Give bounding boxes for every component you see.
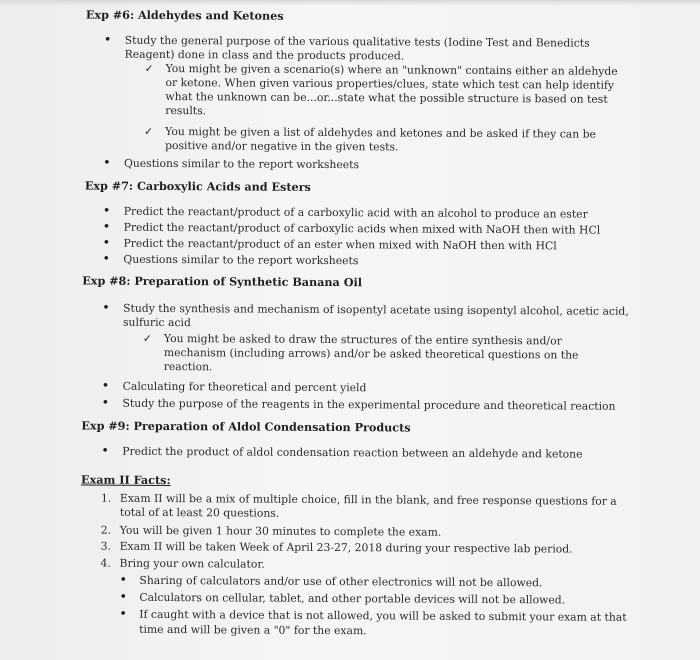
list-number: 2. xyxy=(100,523,112,537)
facts-sub3-line1: If caught with a device that is not allowed, you will be asked to submit your exam at that xyxy=(139,607,627,624)
facts-sub1: Sharing of calculators and/or use of other electronics will not be allowed. xyxy=(139,573,543,590)
exp8-check1-line2: mechanism (including arrows) and/or be asked theoretical questions on the xyxy=(163,346,579,362)
bullet-icon: • xyxy=(119,572,128,588)
exp6-check1-line4: results. xyxy=(165,104,207,118)
bullet-icon: • xyxy=(102,219,111,235)
bullet-icon: • xyxy=(103,32,112,48)
exp6-check1-line2: or ketone. When given various properties/clues, state which test can help identify xyxy=(165,76,615,92)
checkmark-icon: ✓ xyxy=(142,332,152,345)
exp7-heading: Exp #7: Carboxylic Acids and Esters xyxy=(84,178,311,194)
exp8-bullet3: Study the purpose of the reagents in the experimental procedure and theoretical reaction xyxy=(122,396,616,413)
bullet-icon: • xyxy=(102,155,111,171)
bullet-icon: • xyxy=(119,589,128,605)
exp6-bullet1-line2: Reagent) done in class and the products produced. xyxy=(124,47,405,63)
exp6-check2-line2: positive and/or negative in the given tests. xyxy=(165,139,399,154)
checkmark-icon: ✓ xyxy=(144,125,154,138)
facts-item4: Bring your own calculator. xyxy=(119,556,265,571)
list-number: 4. xyxy=(100,556,111,570)
exp9-heading: Exp #9: Preparation of Aldol Condensation Products xyxy=(81,418,411,435)
facts-item1-line2: total of at least 20 questions. xyxy=(119,505,280,520)
facts-item1-line1: Exam II will be a mix of multiple choice, fill in the blank, and free response questions for a xyxy=(119,491,617,508)
facts-item2: You will be given 1 hour 30 minutes to complete the exam. xyxy=(119,523,442,539)
exp9-bullet1: Predict the product of aldol condensation reaction between an aldehyde and ketone xyxy=(122,444,583,461)
facts-sub2: Calculators on cellular, tablet, and other portable devices will not be allowed. xyxy=(139,590,566,607)
exp8-check1-line1: You might be asked to draw the structures of the entire synthesis and/or xyxy=(163,332,562,348)
checkmark-icon: ✓ xyxy=(144,62,154,75)
list-number: 3. xyxy=(100,539,112,553)
exp8-bullet2: Calculating for theoretical and percent yield xyxy=(122,379,367,395)
facts-item3: Exam II will be taken Week of April 23-27, 2018 during your respective lab period. xyxy=(119,539,573,556)
exp8-bullet1-line1: Study the synthesis and mechanism of isopentyl acetate using isopentyl alcohol, acetic acid, xyxy=(123,301,629,318)
exp8-check1-line3: reaction. xyxy=(163,360,213,374)
list-number: 1. xyxy=(100,491,112,505)
exp6-heading: Exp #6: Aldehydes and Ketones xyxy=(85,7,284,23)
bullet-icon: • xyxy=(102,300,110,316)
facts-sub3-line2: time and will be given a "0" for the exam. xyxy=(139,622,367,638)
bullet-icon: • xyxy=(102,235,111,251)
exp6-check2-line1: You might be given a list of aldehydes and ketones and be asked if they can be xyxy=(165,125,596,141)
exp6-bullet1-line1: Study the general purpose of the various qualitative tests (Iodine Test and Benedicts xyxy=(124,33,590,50)
exp7-item2: Predict the reactant/product of carboxylic acids when mixed with NaOH then with HCl xyxy=(123,220,601,237)
exp7-item3: Predict the reactant/product of an ester when mixed with NaOH then with HCl xyxy=(123,236,557,253)
exp8-bullet1-line2: sulfuric acid xyxy=(122,315,191,330)
bullet-icon: • xyxy=(101,378,110,394)
exp7-item4: Questions similar to the report worksheets xyxy=(123,252,359,268)
exp7-item1: Predict the reactant/product of a carboxylic acid with an alcohol to produce an ester xyxy=(123,204,588,221)
bullet-icon: • xyxy=(101,395,110,411)
bullet-icon: • xyxy=(101,443,109,459)
exp6-check1-line1: You might be given a scenario(s) where an "unknown" contains either an aldehyde xyxy=(165,62,618,78)
exp6-check1-line3: what the unknown can be...or...state what the possible structure is based on test xyxy=(165,90,608,106)
bullet-icon: • xyxy=(102,203,111,219)
exp8-heading: Exp #8: Preparation of Synthetic Banana Oil xyxy=(82,273,363,290)
facts-heading: Exam II Facts: xyxy=(81,472,171,488)
bullet-icon: • xyxy=(119,606,127,622)
exp6-bullet2: Questions similar to the report worksheets xyxy=(123,156,360,172)
bullet-icon: • xyxy=(102,251,111,267)
